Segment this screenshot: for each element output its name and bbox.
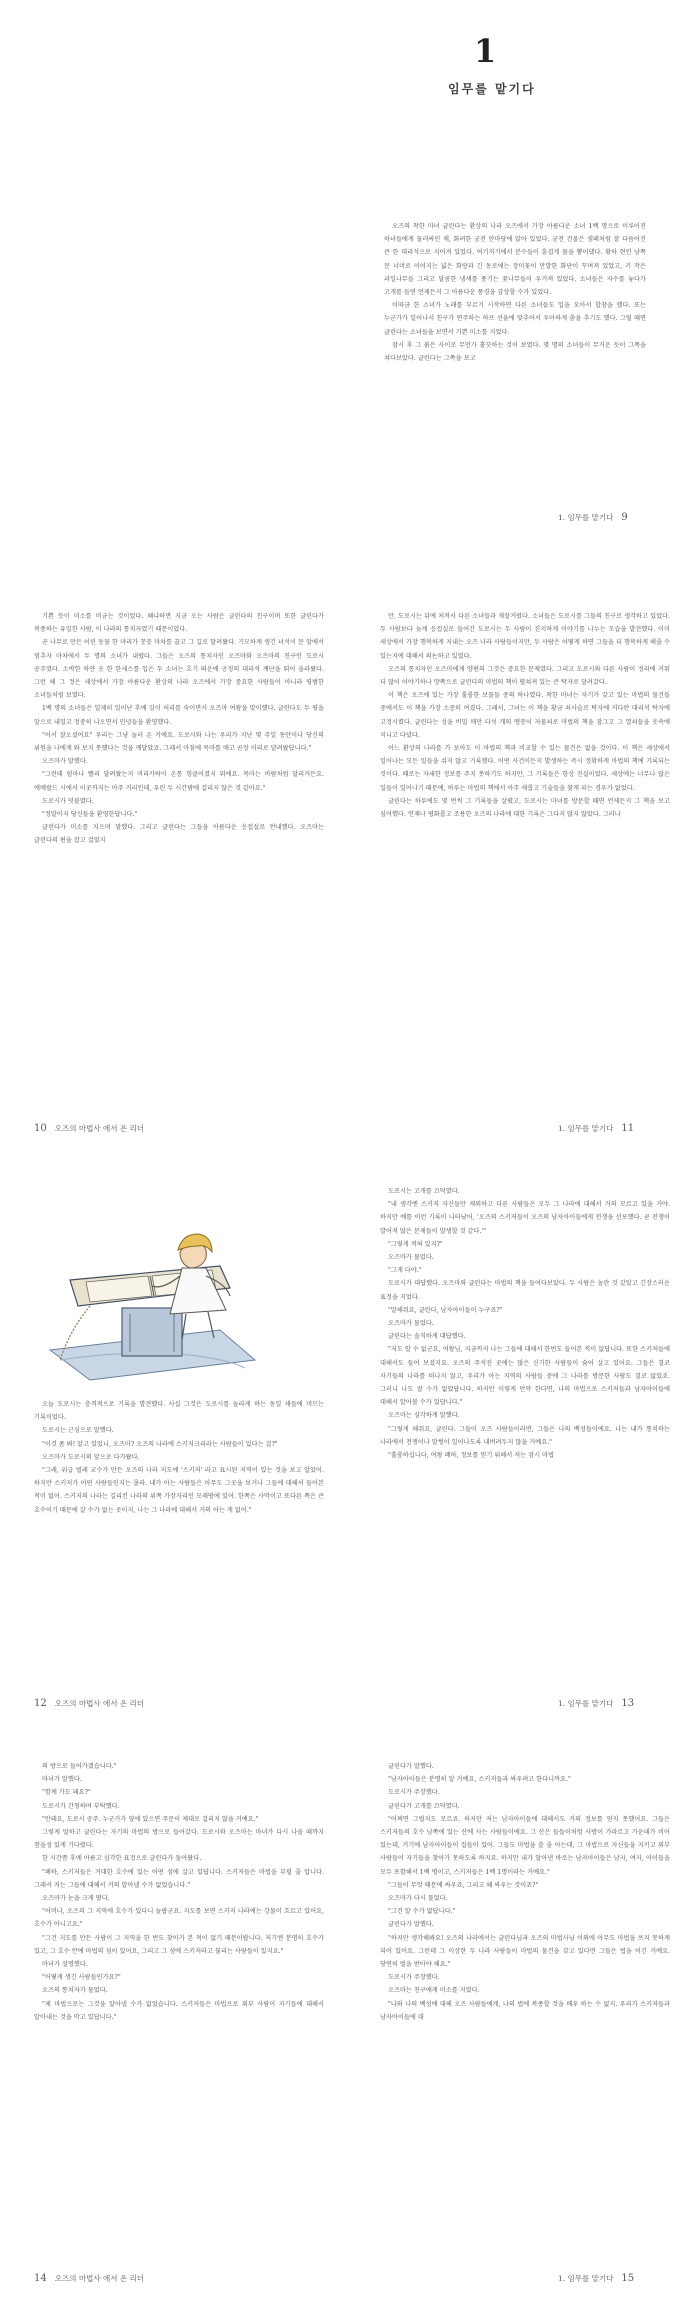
page-number: 12 — [34, 1698, 47, 1709]
paragraph: "그게 다야." — [388, 1267, 422, 1275]
paragraph: 도로시는 근심으로 말했다. — [42, 1427, 114, 1435]
paragraph: 의 방으로 들어가겠습니다." — [42, 1763, 117, 1770]
page-number: 13 — [621, 1698, 635, 1709]
body-text-p12 — [34, 1398, 324, 1678]
paragraph: 오즈마가 눈을 크게 떴다. — [42, 1895, 110, 1903]
paragraph: 오즈의 통치자인 오즈마에게 양편의 그것은 중요한 문제였다. 그리고 도로시와 다른 사람이 정리에 거워 더 많이 이야기하나 양쪽으로 글린다의 마법의 책이 펼쳐져 있는 큰 탁자로 달려갔다. — [380, 665, 670, 687]
page-12 — [0, 1150, 350, 1725]
paragraph: "그렇게 해줘요, 글린다. 그들이 오즈 사람들이라면, 그들은 나의 백성들이에요. 나는 내가 통치하는 나라에서 전쟁이나 말썽이 일어나도록 내버려두지 않을 거예요." — [380, 1425, 670, 1446]
paragraph: 글린다는 하루에도 몇 번씩 그 기록들을 살폈고, 도로시는 마녀를 방문할 때면 언제든지 그 책을 보고 싶어했다. 언제나 평화롭고 조용한 오즈의 나라에 대한 기록은 그다지 많지 않았다. 그러나 — [380, 797, 670, 819]
paragraph: 도로시가 대답했다. 오즈마와 글린다는 마법의 책을 들여다보았다. 두 사람은 놀란 것 같았고 긴장스러운 표정을 지었다. — [380, 1280, 670, 1301]
paragraph: 도로시가 덧붙였다. — [42, 797, 94, 805]
paragraph: 오즈의 통치자가 물었다. — [42, 1987, 108, 1995]
page-number: 14 — [34, 2273, 47, 2284]
page-14 — [0, 1725, 350, 2303]
paragraph: 마녀가 설명했다. — [42, 1961, 88, 1969]
chapter-number: 1 — [474, 32, 497, 70]
paragraph: "함께 가도 돼요?" — [42, 1789, 91, 1797]
body-text-p14 — [34, 1760, 324, 2250]
paragraph: 오즈마가 도로시의 앞으로 다가왔다. — [42, 1453, 140, 1461]
body-text-p9 — [384, 220, 646, 474]
page-10 — [0, 575, 350, 1150]
paragraph: "그렇게 적혀 있지?" — [388, 1240, 443, 1248]
running-head-text: 1. 임무를 맡기다 — [558, 1699, 614, 1708]
paragraph: "하지만 생각해봐요! 오즈의 나라에서는 글린다님과 오즈의 마법사님 이외에 아무도 마법을 쓰지 못하게 되어 있어요. 그런데 그 이상한 두 나라 사람들이 마법의 물건을 갖고 있다면 그들은 법을 어긴 거예요. 당연히 벌을 받아야 해요." — [380, 1934, 670, 1969]
running-footer-right — [558, 1698, 634, 1709]
paragraph: 글린다가 미소를 지으며 말했다. 그리고 글린다는 그들을 아름다운 응접실로 안내했다. 오즈마는 글린다의 편을 잡고 걸었지 — [34, 824, 324, 845]
paragraph: "그건 지도를 만든 사람이 그 지역을 한 번도 찾아가 본 적이 없기 때문이랍니다. 저기엔 분명히 호수가 있고, 그 호수 안에 마법의 섬이 있어요, 그리고 그 섬에 스키저라고 불리는 사람들이 있지요." — [34, 1934, 324, 1955]
running-footer-left — [34, 1698, 144, 1709]
paragraph: "그건 알 수가 없답니다." — [388, 1908, 456, 1916]
paragraph: 오즈의 착한 마녀 글린다는 환상의 나라 오즈에서 가장 아름다운 소녀 1백 명으로 이루어진 하녀들에게 둘러싸인 채, 화려한 궁전 안마당에 앉아 있었다. 궁전 건물은 샘패처럼 잘 다듬어진 큰 한 대리석으로 지어져 있었다. 여기저기에서 분수들이 흥겹게 물을 뿜어댔다. 황하 현인 남쪽 문 너머로 이어지는 넓은 회랑과 긴 동로에는 장미꽃이 만발한 화단이 꾸며져 있었고, 키 작은 과일나무들 그리고 달콤한 냄새를 풍기는 꽃나무들이 우거져 있었다. 소녀들은 자수를 놓다가 고개를 들면 언제든지 그 아름다운 풍경을 감상할 수가 있었다. — [384, 223, 646, 297]
body-text-p10 — [34, 610, 324, 1100]
running-head-text: 1. 임무를 맡기다 — [558, 2274, 614, 2283]
running-footer-right — [558, 2273, 634, 2284]
paragraph: 도로시가 간청하며 부탁했다. — [42, 1802, 120, 1810]
paragraph: 기쁜 듯이 미소를 머금는 것이었다. 왜냐하면 지금 오는 사람은 글린다의 친구이며 또한 글린다가 복종하는 유일한 사람, 이 나라의 통치자였기 때문이었다. — [34, 613, 324, 634]
paragraph: 잠시 후 그 붉은 사이로 무언가 흘끗하는 것이 보였다. 몇 명의 소녀들이 무거운 듯이 그쪽을 쳐다보았다. 글린다는 그쪽을 보고 — [384, 341, 646, 363]
paragraph: "안돼요, 도로시 공주. 누군가가 옆에 있으면 주문이 제대로 걸리지 않을 거예요." — [42, 1815, 259, 1823]
paragraph: "나와 나의 백성에 대해 오즈 사람들에게, 나의 법에 복종할 것을 배우 하는 수 없지. 우리가 스키저들과 남자아이들에 대 — [380, 2000, 670, 2021]
paragraph: "어떻게 생긴 사람들인가요?" — [42, 1974, 121, 1982]
paragraph: "훌륭하십니다, 여왕 폐하, 정보를 얻기 위해서 저는 잠시 마법 — [388, 1452, 554, 1460]
paragraph: 글린다가 말했다. — [388, 1921, 434, 1929]
paragraph: 오즈마는 친구에게 미소를 지었다. — [388, 1987, 480, 1995]
paragraph: "그들이 무엇 때문에 싸우죠, 그리고 왜 싸우는 것이죠?" — [388, 1881, 539, 1889]
paragraph: "저도 알 수 없군요, 여왕님, 지금까지 나는 그들에 대해서 한번도 들어본 적이 없답니다. 또한 스키저들에 대해서도 들어 보셨지요. 오즈의 주석진 곳에는 많은 신기한 사람들이 숨어 살고 있어요. 그들은 결코 자기들의 나라를 떠나지 않고, 우리가 아는 지역의 사람들 중에 그 나라를 방문한 사람도 결코 없었죠. 그러니 나도 잘 수가 없었답니다. 하지만 이렇게 만약 한다면, 나의 마법으로 스키저들과 남자아이들에 대해서 알아볼 수가 있답니다." — [380, 1346, 670, 1407]
paragraph: "어쩌면 그럴지도 모르죠. 하지만 저는 남자아이들에 대해서도 거의 정보를 얻지 못했어요. 그들은 스키저들의 호수 남쪽에 있는 산에 사는 사람들이에요. 그 산은 들들이처럼 사방이 가파르고 가운데가 비어 있는데, 거기에 남자아이들이 집들이 있어. 그들도 마법을 쓸 줄 아는데, 그 마법으로 자신들을 지키고 외부 사람들이 자기들을 찾아가 못하도록 하지요. 하지만 내가 알아낸 바로는 남자아이들은 남자, 여자, 아이들을 모두 포함해서 1백 명이고, 스키저들은 1백 1명이라는 거예요." — [380, 1815, 670, 1876]
paragraph: 그렇게 말하고 글린다는 자기의 마법의 방으로 들어갔다. 도로시와 오즈마는 마녀가 다시 나올 때까지 참을성 있게 기다렸다. — [34, 1829, 324, 1850]
running-head-text: 오즈의 마법사 에서 온 리더 — [54, 2274, 144, 2283]
paragraph: 곧 나무로 만든 어린 동물 한 마리가 꼿꼿 마차를 끌고 그 길로 달려왔다. 기모하게 생긴 녀석이 문 앞에서 멈추자 마차에서 두 명의 소녀가 내렸다. 그들은 오즈의 통치자인 오즈마와 오즈마의 친구인 도로시 공주였다. 소박한 하얀 옷 한 한세스를 입은 두 소녀는 호기 띄운에 공정의 대리석 계단을 뛰어 올라왔다. 그런 해 그 정은 세상에서 가장 아름다운 환상의 나라 오즈에서 가장 중요한 사람들이 아니라 평범한 소녀들처럼 보였다. — [34, 639, 324, 700]
paragraph: 1백 명의 소녀들은 일제히 일어난 후에 깊이 허리를 숙이면서 오즈마 여왕을 맞이했다. 글린다도 두 평을 앞으로 내밀고 정중히 나오면서 인녕들을 환영했다. — [34, 705, 324, 726]
running-footer-left — [34, 2273, 144, 2284]
paragraph: 오즈마는 심각하게 말했다. — [388, 1412, 460, 1420]
paragraph: "그래, 위급 벌레 교수가 만든 오즈의 나라 지도에 '스키저' 라고 표시된 지역이 있는 것을 보고 알았어. 하지만 스키저가 어떤 사람들인지는 몰라. 내가 아는 사람들은 아무도 그곳을 보거나 그들에 대해서 들어본 적이 없어. 스키저의 나라는 길리킨 나라의 위쪽 가장자리인 모래땅에 있어. 한쪽은 사막이고 또다른 쪽은 큰 호수이기 때문에 갈 수가 없는 곳이지, 나는 그 나라에 대해서 거의 아는 게 없어." — [34, 1467, 324, 1514]
page-number: 15 — [621, 2273, 635, 2284]
paragraph: 글린다가 말했다. — [388, 1763, 434, 1770]
paragraph: 이따금 한 소녀가 노래를 부르기 시작하면 다른 소녀들도 입을 모아서 합창을 했다. 또는 누군가가 일어나서 친구가 연주하는 하프 선율에 맞추어서 우아하게 춤을 추기도 했다. 그럴 때면 글린다는 소녀들을 보면서 기쁜 미소를 지었다. — [384, 302, 646, 336]
paragraph: 이 책은 오즈에 있는 가장 훌륭한 보물들 중의 하나였다. 착한 마녀는 자기가 갖고 있는 마법의 물건들 중에서도 이 책을 가장 소중히 여겼다. 그래서, 그녀는 이 책을 황금 쇠사슬로 탁자에 커다란 대리석 탁자에 고정시켰다. 글린다는 성을 비밀 매만 다섯 개의 맹꽁이 자물쇠로 마법의 책을 잠그고 그 열쇠들을 옷속에 지니고 다녔다. — [380, 692, 670, 739]
running-head-text: 1. 임무를 맡기다 — [558, 513, 614, 522]
paragraph: 만, 도로시는 뒤에 처져서 다른 소녀들과 재잘거렸다. 소녀들은 도로시를 그들의 친구로 생각하고 있었다. 두 사람보다 늦게 응접실로 들어간 도로시는 두 사람이 진지하게 이야기를 나누는 모습을 발견했다. 이미 세상에서 가장 행복하게 지내는 오즈 나라 사람들이지만, 두 사람은 어떻게 하면 그들을 더 행복하게 해줄 수 있는지에 대해서 의논하고 있었다. — [380, 613, 670, 660]
paragraph: "내 생각엔 스키저 자신들만 제외하고 다른 사람들은 모두 그 나라에 대해서 거의 모르고 있을 거야. 하지만 예를 이런 기록이 나타났어, '오즈의 스키저들이 오즈의 남자아이들에게 전쟁을 선포했다. 곧 전쟁이 발어져 많은 문제들이 발생할 것 같다.'" — [380, 1201, 670, 1235]
chapter-title: 임무를 맡기다 — [448, 82, 536, 96]
running-head-text: 1. 임무를 맡기다 — [558, 1124, 614, 1133]
paragraph: 어느 환상의 나라를 가 보아도 이 마법의 책과 비교할 수 있는 물건은 없을 것이다. 이 책은 세상에서 일어나는 모든 일들을 쉬지 않고 기록했다. 어떤 사건이든지 발생하는 즉시 정확하게 마법의 책에 기록되는 것이다. 때로는 자세한 정보를 주지 못하기도 하지만, 그 기록들은 항상 진실이었다. 세상에는 너무나 많은 일들이 일어나기 때문에, 하루는 마법의 책에서 아주 새롭고 기술들을 찾게 되는 경우가 없었다. — [380, 745, 670, 792]
paragraph: 한 시간쯤 후에 아름고 심각한 표정으로 글린다가 돌아왔다. — [42, 1855, 202, 1863]
page-9 — [0, 0, 700, 575]
running-head-text: 오즈의 마법사 에서 온 리더 — [54, 1699, 144, 1708]
running-head-text: 오즈의 마법사 에서 온 리더 — [54, 1124, 144, 1133]
page-15 — [350, 1725, 700, 2303]
paragraph: "정말이지 당신들을 환영한답니다." — [42, 811, 138, 819]
running-footer-right — [558, 1123, 634, 1134]
page-number: 11 — [621, 1123, 635, 1134]
paragraph: "제 마법으로는 그것을 알아낼 수가 없었습니다. 스키저들은 마법으로 외부 사람이 자기들에 대해서 알아내는 것을 막고 있답니다." — [34, 2000, 324, 2021]
paragraph: "폐하, 스키저들은 거대한 호수에 있는 어떤 섬에 살고 있답니다. 스키저들은 마법을 부릴 줄 압니다. 그래서 저는 그들에 대해서 거의 알아낼 수가 없었습니다." — [34, 1868, 324, 1889]
paragraph: 오즈마가 물었다. — [388, 1320, 434, 1328]
page-13 — [350, 1150, 700, 1725]
body-text-p13 — [380, 1185, 670, 1675]
paragraph: 도로시가 주장했다. — [388, 1974, 440, 1982]
illustration-girl-at-book — [30, 1210, 260, 1385]
paragraph: 도로시가 주장했다. — [388, 1789, 440, 1797]
paragraph: 오즈마가 다시 물었다. — [388, 1895, 448, 1903]
paragraph: 글린다는 솔직하게 대답했다. — [388, 1333, 466, 1341]
paragraph: "어머나, 오즈의 그 지역에 호수가 있다니 놀랍군요. 지도를 보면 스키저 나라에는 강물이 흐르고 있어요, 호수가 아니고요." — [34, 1908, 324, 1929]
paragraph: 마녀가 말했다. — [42, 1776, 82, 1784]
paragraph: 도로시는 고개를 끄덕였다. — [388, 1188, 460, 1195]
page-11 — [350, 575, 700, 1150]
paragraph: 글린다가 고개를 끄덕였다. — [388, 1802, 460, 1810]
paragraph: 오즈마가 말했다. — [42, 758, 88, 766]
running-footer-left — [34, 1123, 144, 1134]
paragraph: "그런데 엄마나 빨리 달려왔는지 머리카락이 온통 헝클어졌지 뭐에요. 목마는 바람처럼 달리거든요. 에메랄드 시에서 이곳까지는 아주 거리인데, 우린 두 시간밖에 걸리지 않은 것 같아요." — [34, 771, 324, 792]
paragraph: "어서 잘오셨어요" 우리는 그냥 놀러 온 거예요. 도로시와 나는 우리가 지난 몇 주일 동안이나 당신의 위원을 나에게 와 보지 못했다는 것을 깨달았죠. 그래서 아침에 목마를 매고 곧장 이리로 달려왔답니다." — [34, 731, 324, 753]
paragraph: 오늘 도로시는 충격적으로 기록을 발견했다. 사실 그것은 도로시를 놀라게 하는 동일 새들에 머므는 기록이었다. — [34, 1401, 324, 1422]
page-number: 10 — [34, 1123, 47, 1134]
body-text-p11 — [380, 610, 670, 1100]
paragraph: "말해줘요, 글린다, 남자아이들이 누구죠?" — [388, 1306, 503, 1314]
paragraph: 오즈마가 물었다. — [388, 1254, 434, 1262]
paragraph: "이것 좀 봐! 알고 있었니, 오즈마? 오즈의 나라에 스키저크리라는 사람들이 있다는 걸?" — [42, 1440, 278, 1448]
running-footer-right — [558, 512, 628, 523]
page-number: 9 — [621, 512, 628, 523]
body-text-p15 — [380, 1760, 670, 2250]
paragraph: "남자아이들은 분명히 알 거예요, 스키저들과 싸우려고 한다니까요." — [388, 1776, 571, 1784]
